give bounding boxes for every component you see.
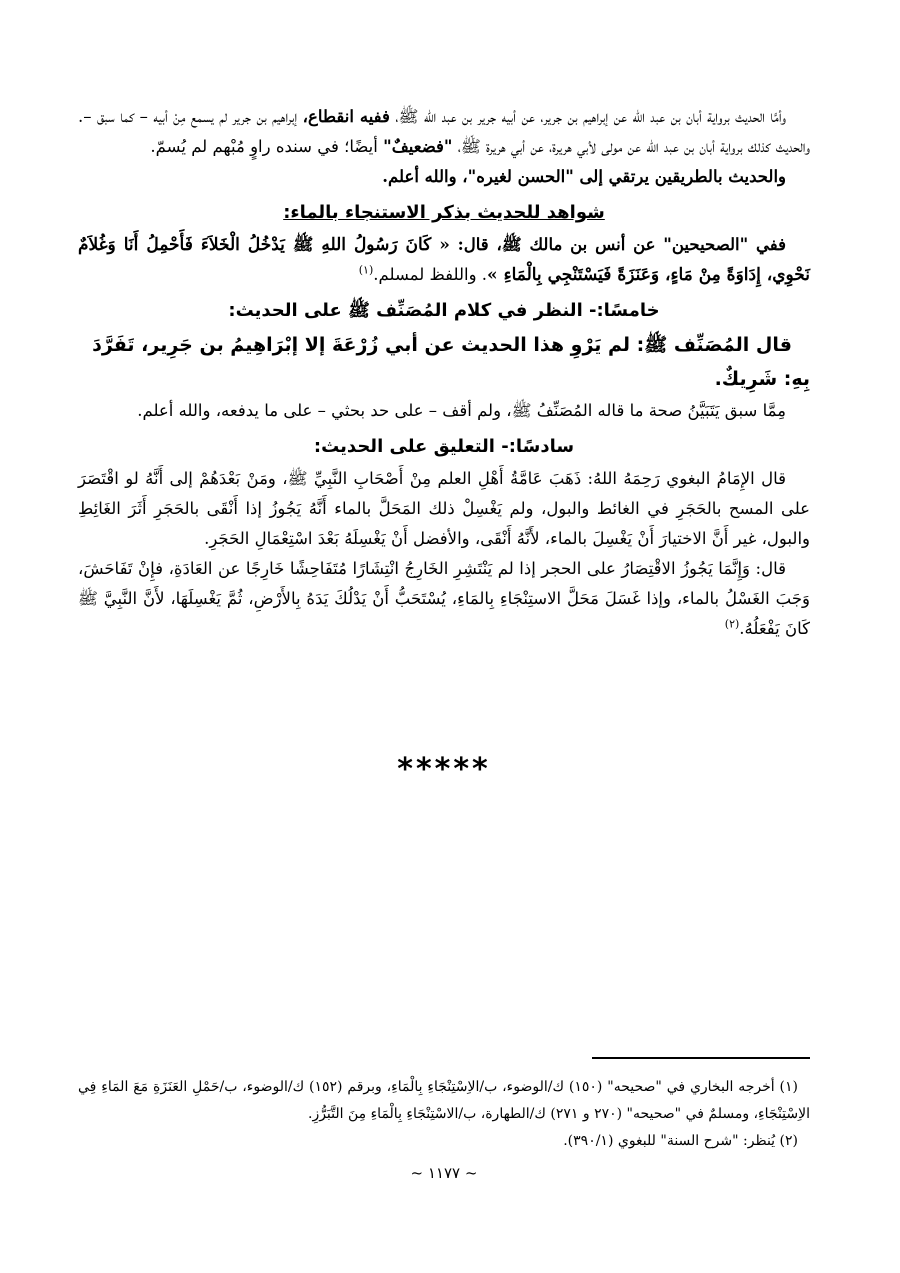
paragraph-baghawi: قال الإِمَامُ البغوي رَحِمَهُ اللهُ: ذَهَبَ عَامَّةُ أَهْلِ العلم مِنْ أَصْحَابِ النَّبِيِّ ﷺ، ومَنْ بَعْدَهُمْ إلى أَنَّهُ لو اقْتَصَرَ على المسح بالحَجَرِ في الغائط والبول، ولم يَغْسِلْ ذلك المَحَلَّ بالماء أَنَّهُ يَجُوزُ إذا أَنْقَى بالحَجَرِ أَثَرَ الغَائِطِ والبول، غير أَنَّ الاختيارَ أَنْ يَغْسِلَ بالماء، لأَنَّهُ أَنْقَى، والأفضل أَنْ يَغْسِلَهُ بَعْدَ اسْتِعْمَالِ الحَجَرِ. — [78, 469, 810, 548]
author-statement: قال المُصَنِّف ﷺ: لم يَرْوِ هذا الحديث عن أبي زُرْعَةَ إلا إبْرَاهِيمُ بن جَرِير، تَفَرَّدَ بِهِ: شَرِيكٌ. — [92, 334, 810, 390]
footnote-rule — [592, 1057, 810, 1059]
section-heading-witnesses — [78, 196, 810, 230]
footnote-2: (٢) يُنظر: "شرح السنة" للبغوي (٣٩٠/١). — [563, 1133, 798, 1149]
paragraph-grading: والحديث بالطريقين يرتقي إلى "الحسن لغيره"، والله أعلم. — [382, 167, 786, 186]
hadith-quote: « كَانَ رَسُولُ اللهِ ﷺ يَدْخُلُ الْخَلاَءَ فَأَحْمِلُ أَنَا وَغُلاَمٌ نَحْوِي، إِدَاوَةً مِنْ مَاءٍ، وَعَنَزَةً فَيَسْتَنْجِي بِالْمَاءِ » — [78, 235, 810, 285]
document-page — [78, 102, 810, 1182]
footnotes — [78, 1074, 810, 1155]
paragraph-chain-weakness — [78, 102, 810, 162]
footnote-ref-1: (١) — [358, 263, 374, 277]
bold-run: "فضعيفٌ" — [383, 137, 453, 156]
text-run: قال: وَإِنَّمَا يَجُوزُ الاقْتِصَارُ على الحجر إذا لم يَنْتَشِرِ الخَارِجُ انْتِشَارًا مُتَفَاحِشًا خَارِجًا عن العَادَةِ، فإِنْ تَفَاحَشَ، وَجَبَ الغَسْلُ بالماء، وإذا غَسَلَ مَحَلَّ الاستِنْجَاءِ بِالمَاءِ، يُسْتَحَبُّ أَنْ يَدْلُكَ يَدَهُ بِالأَرْضِ، ثُمَّ يَغْسِلَهَا، لأَنَّ النَّبِيَّ ﷺ كَانَ يَفْعَلُهُ. — [78, 559, 810, 638]
section-heading-sixth: سادسًا:- التعليق على الحديث: — [313, 436, 575, 457]
section-heading-fifth: خامسًا:- النظر في كلام المُصَنِّف ﷺ على الحديث: — [228, 300, 660, 321]
heading-text: شواهد للحديث بذكر الاستنجاء بالماء: — [283, 202, 605, 223]
text-run: . واللفظ لمسلم. — [373, 265, 488, 284]
paragraph-baghawi-cont — [78, 554, 810, 644]
text-run: إبراهيم بن جرير لم يسمع مِنْ أبيه – كما سبق –. والحديث كذلك برواية أبان بن عبد الله عن مولى لأبي هريرة، عن أبي هريرة ﷺ، — [78, 107, 810, 156]
section-separator: ***** — [397, 752, 491, 787]
footnote-ref-2: (٢) — [724, 617, 740, 631]
footnote-1: (١) أخرجه البخاري في "صحيحه" (١٥٠) ك/الوضوء، ب/الاِسْتِنْجَاءِ بِالْمَاءِ، وبرقم (١٥٢) ك/الوضوء، ب/حَمْلِ العَنَزَةِ مَعَ المَاءِ فِي الاِسْتِنْجَاءِ، ومسلمٌ في "صحيحه" (٢٧٠ و ٢٧١) ك/الطهارة، ب/الاسْتِنْجَاءِ بِالْمَاءِ مِنَ التَّبَرُّزِ. — [78, 1079, 810, 1122]
paragraph-sahihayn — [78, 230, 810, 290]
bold-run: ففيه انقطاع، — [302, 107, 390, 126]
paragraph-verification: مِمَّا سبق يَتَبَيَّنُ صحة ما قاله المُصَنِّفُ ﷺ، ولم أقف – على حد بحثي – على ما يدفعه، والله أعلم. — [137, 401, 786, 420]
text-run: ففي "الصحيحين" عن أنس بن مالك ﷺ، قال: — [449, 235, 786, 254]
text-run: وأمَّا الحديث برواية أبان بن عبد الله عن إبراهيم بن جرير، عن أبيه جرير بن عبد الله ﷺ، — [389, 107, 787, 126]
text-run: أيضًا؛ في سنده راوٍ مُبْهم لم يُسمّ. — [150, 137, 384, 156]
page-number: ~ ١١٧٧ ~ — [410, 1164, 478, 1182]
